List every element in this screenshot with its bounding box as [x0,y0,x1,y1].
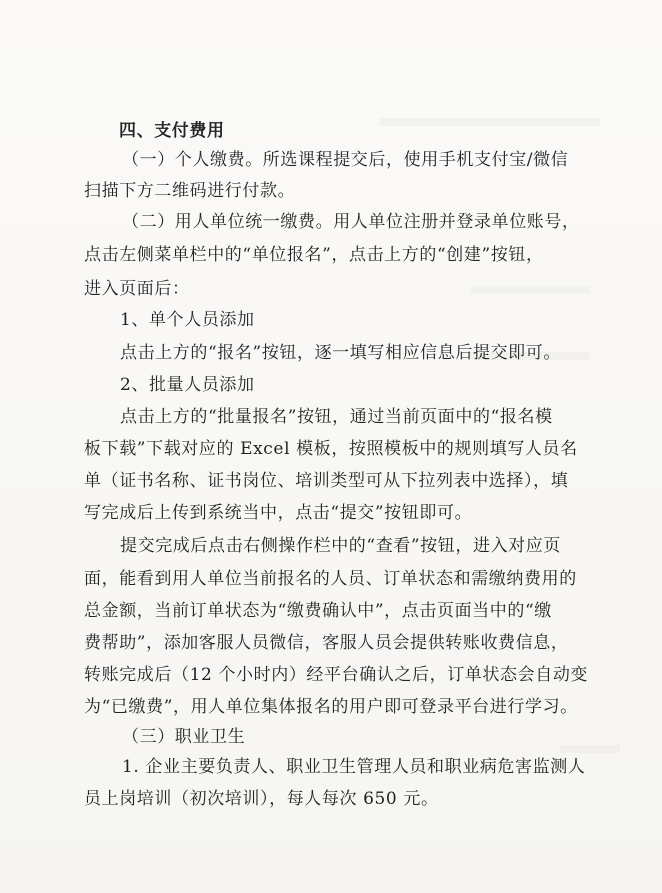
paragraph-line: 写完成后上传到系统当中，点击“提交”按钮即可。 [84,503,473,523]
paragraph-line: 转账完成后（12 个小时内）经平台确认之后，订单状态会自动变 [84,665,589,685]
bleed-through-mark [380,118,600,126]
paragraph-line: 2、批量人员添加 [120,375,255,395]
paragraph-line: 扫描下方二维码进行付款。 [84,181,296,201]
paragraph-line: 1. 企业主要负责人、职业卫生管理人员和职业病危害监测人 [122,757,586,777]
paragraph-line: 点击上方的“报名”按钮，逐一填写相应信息后提交即可。 [120,343,561,363]
subsection-heading: （三）职业卫生 [122,727,246,747]
section-heading: 四、支付费用 [119,121,225,141]
paragraph-line: 进入页面后： [84,279,190,299]
paragraph-line: 板下载”下载对应的 Excel 模板，按照模板中的规则填写人员名 [84,439,578,459]
paragraph-line: 点击左侧菜单栏中的“单位报名”，点击上方的“创建”按钮， [84,245,544,265]
paragraph-line: 费帮助”，添加客服人员微信，客服人员会提供转账收费信息， [84,633,569,653]
paragraph-line: （一）个人缴费。所选课程提交后，使用手机支付宝/微信 [122,150,569,170]
paragraph-line: 1、单个人员添加 [120,310,255,330]
paragraph-line: 面，能看到用人单位当前报名的人员、订单状态和需缴纳费用的 [84,569,577,589]
paragraph-line: 提交完成后点击右侧操作栏中的“查看”按钮，进入对应页 [120,536,561,556]
paragraph-line: 点击上方的“批量报名”按钮，通过当前页面中的“报名模 [120,407,553,427]
paragraph-line: 单（证书名称、证书岗位、培训类型可从下拉列表中选择），填 [84,471,569,491]
paragraph-line: （二）用人单位统一缴费。用人单位注册并登录单位账号， [122,212,580,232]
paragraph-line: 总金额，当前订单状态为“缴费确认中”，点击页面当中的“缴 [84,601,552,621]
bleed-through-mark [470,286,590,294]
paragraph-line: 为“已缴费”，用人单位集体报名的用户即可登录平台进行学习。 [84,697,578,717]
paragraph-line: 员上岗培训（初次培训），每人每次 650 元。 [84,789,439,809]
